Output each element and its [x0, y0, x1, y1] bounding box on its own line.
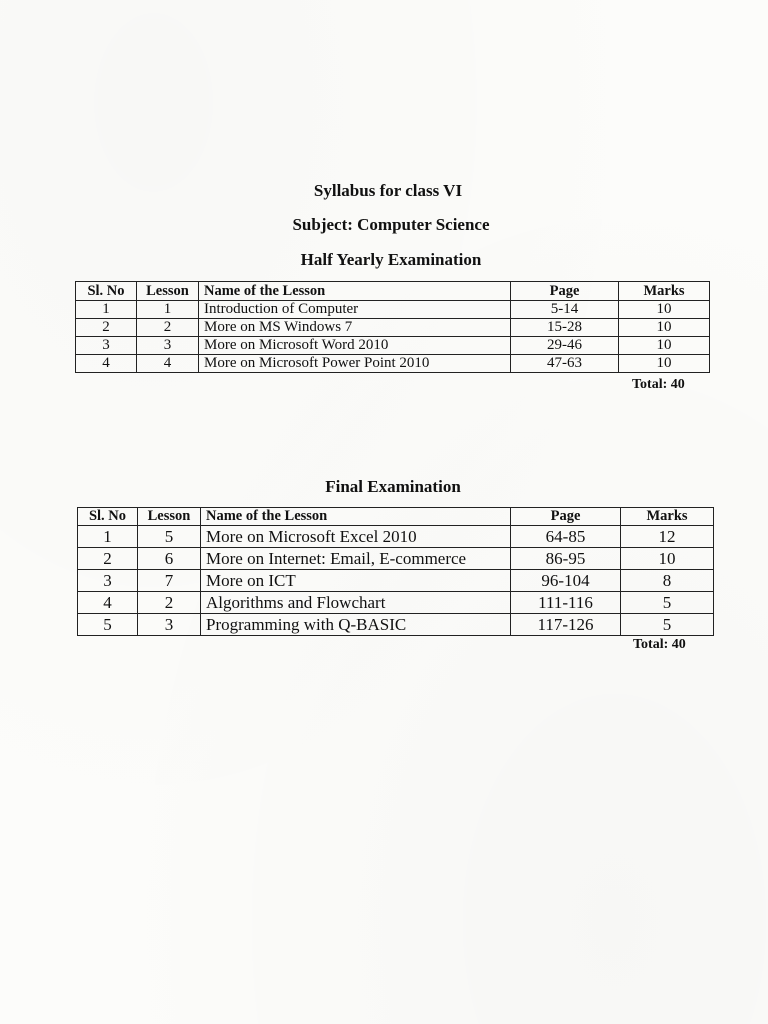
- cell-sl-no: 4: [78, 592, 138, 614]
- cell-sl-no: 3: [76, 337, 137, 355]
- col-header-lesson: Lesson: [137, 282, 199, 301]
- table-header-row: [76, 282, 710, 301]
- cell-page: 111-116: [511, 592, 621, 614]
- cell-marks: 12: [621, 526, 714, 548]
- half-yearly-total: Total: 40: [632, 377, 685, 392]
- table-row: [76, 319, 710, 337]
- cell-page: 5-14: [511, 301, 619, 319]
- cell-lesson: 5: [138, 526, 201, 548]
- cell-sl-no: 4: [76, 355, 137, 373]
- cell-marks: 10: [619, 337, 710, 355]
- cell-marks: 10: [619, 301, 710, 319]
- cell-page: 86-95: [511, 548, 621, 570]
- table-header-row: [78, 508, 714, 526]
- cell-lesson-name: More on Internet: Email, E-commerce: [201, 548, 511, 570]
- cell-lesson: 6: [138, 548, 201, 570]
- cell-lesson-name: Introduction of Computer: [199, 301, 511, 319]
- table-row: [78, 614, 714, 636]
- cell-lesson-name: Programming with Q-BASIC: [201, 614, 511, 636]
- cell-sl-no: 1: [78, 526, 138, 548]
- col-header-marks: Marks: [621, 508, 714, 526]
- cell-marks: 5: [621, 592, 714, 614]
- cell-page: 15-28: [511, 319, 619, 337]
- subject-heading: Subject: Computer Science: [292, 215, 490, 234]
- cell-lesson-name: More on Microsoft Word 2010: [199, 337, 511, 355]
- table-row: [76, 355, 710, 373]
- cell-page: 64-85: [511, 526, 621, 548]
- col-header-sl-no: Sl. No: [78, 508, 138, 526]
- cell-lesson-name: Algorithms and Flowchart: [201, 592, 511, 614]
- table-row: [76, 301, 710, 319]
- col-header-marks: Marks: [619, 282, 710, 301]
- half-yearly-heading: Half Yearly Examination: [300, 250, 482, 269]
- cell-page: 117-126: [511, 614, 621, 636]
- cell-marks: 5: [621, 614, 714, 636]
- final-exam-table: [77, 507, 714, 636]
- cell-lesson: 3: [137, 337, 199, 355]
- cell-page: 96-104: [511, 570, 621, 592]
- cell-marks: 10: [619, 319, 710, 337]
- cell-page: 47-63: [511, 355, 619, 373]
- document-title: Syllabus for class VI: [313, 181, 463, 200]
- cell-sl-no: 3: [78, 570, 138, 592]
- cell-sl-no: 2: [76, 319, 137, 337]
- col-header-page: Page: [511, 508, 621, 526]
- cell-lesson: 7: [138, 570, 201, 592]
- half-yearly-table: [75, 281, 710, 373]
- cell-marks: 10: [619, 355, 710, 373]
- col-header-lesson-name: Name of the Lesson: [199, 282, 511, 301]
- final-exam-heading: Final Examination: [325, 477, 461, 496]
- cell-lesson: 2: [138, 592, 201, 614]
- table-row: [78, 592, 714, 614]
- cell-lesson: 4: [137, 355, 199, 373]
- cell-lesson-name: More on ICT: [201, 570, 511, 592]
- cell-lesson-name: More on MS Windows 7: [199, 319, 511, 337]
- cell-lesson-name: More on Microsoft Excel 2010: [201, 526, 511, 548]
- table-row: [78, 548, 714, 570]
- cell-page: 29-46: [511, 337, 619, 355]
- col-header-lesson: Lesson: [138, 508, 201, 526]
- table-row: [78, 570, 714, 592]
- cell-lesson: 2: [137, 319, 199, 337]
- col-header-sl-no: Sl. No: [76, 282, 137, 301]
- final-exam-total: Total: 40: [633, 637, 686, 652]
- cell-marks: 8: [621, 570, 714, 592]
- cell-marks: 10: [621, 548, 714, 570]
- cell-sl-no: 2: [78, 548, 138, 570]
- cell-lesson: 1: [137, 301, 199, 319]
- table-row: [76, 337, 710, 355]
- col-header-lesson-name: Name of the Lesson: [201, 508, 511, 526]
- col-header-page: Page: [511, 282, 619, 301]
- table-row: [78, 526, 714, 548]
- cell-sl-no: 1: [76, 301, 137, 319]
- cell-lesson-name: More on Microsoft Power Point 2010: [199, 355, 511, 373]
- cell-lesson: 3: [138, 614, 201, 636]
- cell-sl-no: 5: [78, 614, 138, 636]
